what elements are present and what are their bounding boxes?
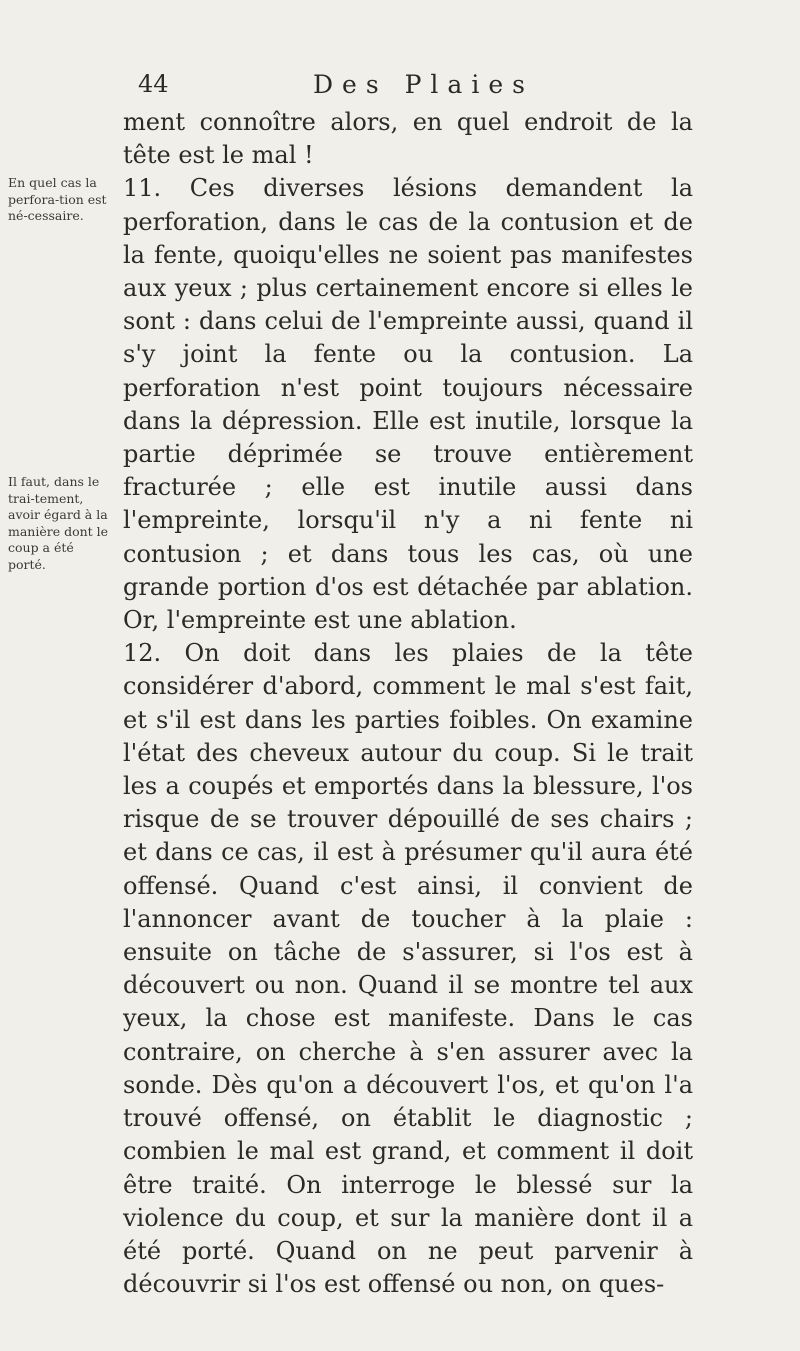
paragraph-continuation: ment connoître alors, en quel endroit de la tête est le mal ! bbox=[123, 108, 693, 170]
paragraph-11: 11. Ces diverses lésions demandent la perforation, dans le cas de la contusion et de la fente, quoiqu'elles ne soient pas manifestes aux yeux ; plus certainement encore si elles le sont : dans celui de l'empreinte aussi, quand il s'y joint la fente ou la contusion. La perforation n'est point toujours nécessaire dans la dépression. Elle est inutile, lorsque la partie déprimée se trouve entièrement fracturée ; elle est inutile aussi dans l'empreinte, lorsqu'il n'y a ni fente ni contusion ; et dans tous les cas, où une grande portion d'os est détachée par ablation. Or, l'empreinte est une ablation. bbox=[123, 174, 693, 635]
margin-note-treatment: Il faut, dans le trai-tement, avoir égard à la manière dont le coup a été porté. bbox=[8, 474, 109, 572]
page-number: 44 bbox=[138, 70, 169, 98]
running-head bbox=[138, 70, 678, 104]
paragraph-12: 12. On doit dans les plaies de la tête considérer d'abord, comment le mal s'est fait, et s'il est dans les parties foibles. On examine l'état des cheveux autour du coup. Si le trait les a coupés et emportés dans la blessure, l'os risque de se trouver dépouillé de ses chairs ; et dans ce cas, il est à présumer qu'il aura été offensé. Quand c'est ainsi, il convient de l'annoncer avant de toucher à la plaie : ensuite on tâche de s'assurer, si l'os est à découvert ou non. Quand il se montre tel aux yeux, la chose est manifeste. Dans le cas contraire, on cherche à s'en assurer avec la sonde. Dès qu'on a découvert l'os, et qu'on l'a trouvé offensé, on établit le diagnostic ; combien le mal est grand, et comment il doit être traité. On interroge le blessé sur la violence du coup, et sur la manière dont il a été porté. Quand on ne peut parvenir à découvrir si l'os est offensé ou non, on ques- bbox=[123, 639, 693, 1299]
running-title: Des Plaies bbox=[313, 70, 534, 99]
margin-note-perforation: En quel cas la perfora-tion est né-cessaire. bbox=[8, 175, 107, 223]
body-text bbox=[123, 106, 693, 1301]
